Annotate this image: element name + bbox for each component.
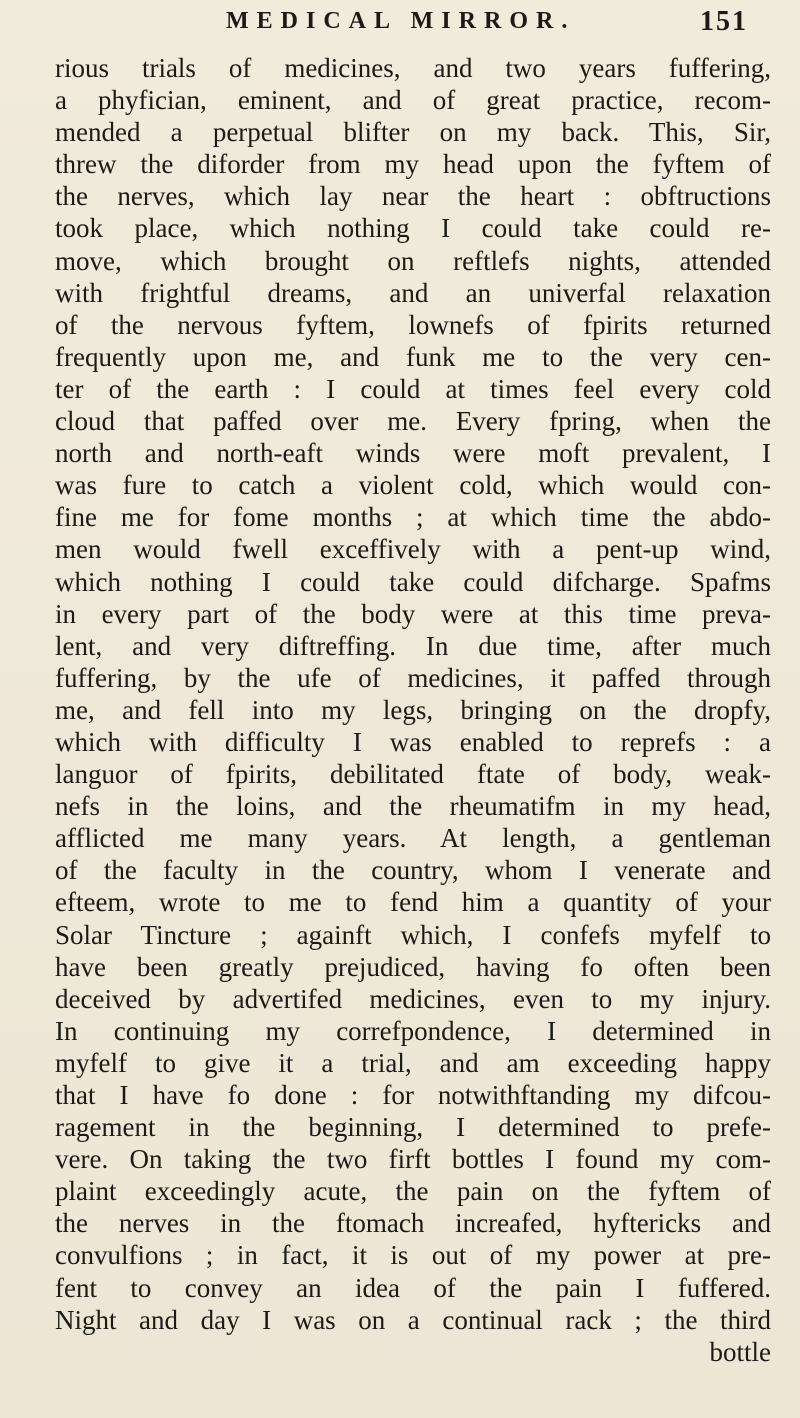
text-line: frequently upon me, and funk me to the very cen-	[55, 341, 771, 372]
text-line: of the faculty in the country, whom I venerate and	[55, 855, 771, 886]
text-line: which with difficulty I was enabled to reprefs : a	[55, 726, 771, 757]
text-line: fent to convey an idea of the pain I fuffered.	[55, 1272, 771, 1303]
text-line: In continuing my correfpondence, I determined in	[55, 1015, 771, 1046]
text-line: fine me for fome months ; at which time the abdo-	[55, 502, 771, 533]
text-line: efteem, wrote to me to fend him a quantity of your	[55, 887, 771, 918]
text-line: fuffering, by the ufe of medicines, it paffed through	[55, 662, 771, 693]
text-line: the nerves, which lay near the heart : obftructions	[55, 181, 771, 212]
text-line: Solar Tincture ; againft which, I confefs myfelf to	[55, 919, 771, 950]
text-line: mended a perpetual blifter on my back. This, Sir,	[55, 117, 771, 148]
text-line: which nothing I could take could difcharge. Spafms	[55, 566, 771, 597]
page-number: 151	[700, 6, 748, 37]
text-line: in every part of the body were at this time preva-	[55, 598, 771, 629]
catchword: bottle	[709, 1336, 771, 1367]
text-line: with frightful dreams, and an univerfal relaxation	[55, 277, 771, 308]
text-line: the nerves in the ftomach increafed, hyftericks and	[55, 1208, 771, 1239]
text-line: a phyfician, eminent, and of great practice, recom-	[55, 85, 771, 116]
text-line: took place, which nothing I could take could re-	[55, 213, 771, 244]
text-line: vere. On taking the two firft bottles I found my com-	[55, 1144, 771, 1175]
text-line: ter of the earth : I could at times feel every cold	[55, 373, 771, 404]
text-line: move, which brought on reftlefs nights, attended	[55, 245, 771, 276]
text-line: languor of fpirits, debilitated ftate of body, weak-	[55, 759, 771, 790]
running-head-title: MEDICAL MIRROR.	[226, 8, 576, 34]
text-line: myfelf to give it a trial, and am exceeding happy	[55, 1047, 771, 1078]
text-line: Night and day I was on a continual rack ; the third	[55, 1304, 771, 1335]
body-text	[55, 52, 771, 1368]
text-line: me, and fell into my legs, bringing on the dropfy,	[55, 694, 771, 725]
text-line: men would fwell exceffively with a pent-up wind,	[55, 534, 771, 565]
text-line: convulfions ; in fact, it is out of my power at pre-	[55, 1240, 771, 1271]
text-line: plaint exceedingly acute, the pain on the fyftem of	[55, 1176, 771, 1207]
text-line: that I have fo done : for notwithftanding my difcou-	[55, 1080, 771, 1110]
text-line: deceived by advertifed medicines, even to my injury.	[55, 983, 771, 1014]
text-line: nefs in the loins, and the rheumatifm in my head,	[55, 791, 771, 822]
text-line: of the nervous fyftem, lownefs of fpirits returned	[55, 309, 771, 340]
text-line: cloud that paffed over me. Every fpring, when the	[55, 406, 771, 437]
text-line: ragement in the beginning, I determined to prefe-	[55, 1112, 771, 1143]
text-line: threw the diforder from my head upon the fyftem of	[55, 149, 771, 180]
text-line: lent, and very diftreffing. In due time, after much	[55, 630, 771, 661]
running-head	[0, 4, 800, 44]
text-line: afflicted me many years. At length, a gentleman	[55, 823, 771, 854]
text-line: north and north-eaft winds were moft prevalent, I	[55, 438, 771, 469]
text-line: was fure to catch a violent cold, which would con-	[55, 470, 771, 501]
text-line: have been greatly prejudiced, having fo often been	[55, 951, 771, 982]
text-line: rious trials of medicines, and two years fuffering,	[55, 53, 771, 83]
